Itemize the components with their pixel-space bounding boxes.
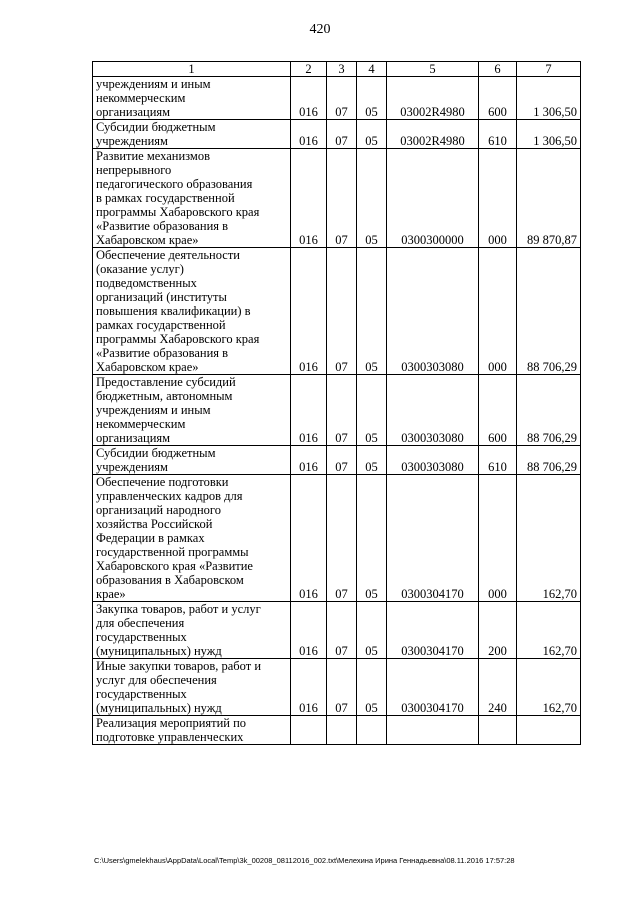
col-header-3: 3 [327,62,357,77]
row-name-line: (муниципальных) нужд [96,644,222,658]
expense-type: 000 [479,149,517,248]
subsection-code [357,716,387,745]
table-row [93,120,581,149]
row-name-line: Реализация мероприятий по [96,716,247,730]
table-row [93,602,581,659]
row-name-line: (муниципальных) нужд [96,701,222,715]
row-name [93,248,291,375]
subsection-code: 05 [357,475,387,602]
row-name-line: услуг для обеспечения [96,673,217,687]
target-article: 0300303080 [387,375,479,446]
target-article: 0300303080 [387,248,479,375]
target-article: 03002R4980 [387,120,479,149]
row-name-line: «Развитие образования в [96,219,229,233]
row-name-line: некоммерческим [96,91,186,105]
row-name-line: (оказание услуг) [96,262,184,276]
row-name-line: учреждениям [96,134,168,148]
row-name-line: Обеспечение деятельности [96,248,241,262]
subsection-code: 05 [357,446,387,475]
expense-type: 610 [479,446,517,475]
amount: 162,70 [517,602,581,659]
row-name-line: подготовке управленческих [96,730,244,744]
row-name-line: организаций народного [96,503,221,517]
subsection-code: 05 [357,149,387,248]
row-name-line: Обеспечение подготовки [96,475,229,489]
row-name-line: некоммерческим [96,417,186,431]
row-name-line: «Развитие образования в [96,346,229,360]
target-article: 03002R4980 [387,77,479,120]
table-row [93,77,581,120]
section-code: 07 [327,446,357,475]
row-name-line: Предоставление субсидий [96,375,236,389]
row-name-line: управленческих кадров для [96,489,243,503]
subsection-code: 05 [357,77,387,120]
table-row [93,149,581,248]
ministry-code: 016 [291,659,327,716]
section-code: 07 [327,120,357,149]
row-name-line: учреждениям [96,460,168,474]
row-name-line: государственных [96,630,187,644]
table-row [93,716,581,745]
row-name [93,149,291,248]
row-name-line: в рамках государственной [96,191,235,205]
amount: 88 706,29 [517,375,581,446]
section-code: 07 [327,659,357,716]
row-name-line: педагогического образования [96,177,253,191]
row-name [93,475,291,602]
row-name-line: бюджетным, автономным [96,389,233,403]
expense-type: 000 [479,248,517,375]
row-name-line: Хабаровском крае» [96,360,199,374]
row-name-line: подведомственных [96,276,197,290]
table-body [93,77,581,745]
row-name-line: Субсидии бюджетным [96,120,216,134]
ministry-code: 016 [291,120,327,149]
section-code: 07 [327,149,357,248]
expense-type: 000 [479,475,517,602]
row-name-line: образования в Хабаровском [96,573,244,587]
col-header-4: 4 [357,62,387,77]
target-article: 0300304170 [387,659,479,716]
ministry-code: 016 [291,375,327,446]
row-name-line: рамках государственной [96,318,226,332]
ministry-code: 016 [291,77,327,120]
col-header-1: 1 [93,62,291,77]
row-name [93,716,291,745]
ministry-code: 016 [291,602,327,659]
amount: 88 706,29 [517,248,581,375]
amount: 162,70 [517,659,581,716]
ministry-code: 016 [291,446,327,475]
section-code: 07 [327,375,357,446]
row-name-line: Хабаровского края «Развитие [96,559,253,573]
ministry-code: 016 [291,149,327,248]
row-name-line: государственных [96,687,187,701]
row-name-line: для обеспечения [96,616,185,630]
amount [517,716,581,745]
row-name [93,375,291,446]
expense-type: 610 [479,120,517,149]
row-name-line: хозяйства Российской [96,517,213,531]
amount: 88 706,29 [517,446,581,475]
row-name-line: Субсидии бюджетным [96,446,216,460]
subsection-code: 05 [357,659,387,716]
row-name [93,659,291,716]
row-name-line: Закупка товаров, работ и услуг [96,602,261,616]
expense-type: 600 [479,77,517,120]
row-name [93,602,291,659]
target-article: 0300303080 [387,446,479,475]
table-row [93,248,581,375]
subsection-code: 05 [357,602,387,659]
section-code [327,716,357,745]
row-name-line: программы Хабаровского края [96,205,260,219]
row-name [93,120,291,149]
subsection-code: 05 [357,375,387,446]
amount: 1 306,50 [517,120,581,149]
row-name-line: учреждениям и иным [96,77,211,91]
expense-type: 600 [479,375,517,446]
col-header-5: 5 [387,62,479,77]
row-name-line: организациям [96,105,171,119]
amount: 89 870,87 [517,149,581,248]
header-row [93,62,581,77]
table-row [93,475,581,602]
row-name-line: государственной программы [96,545,249,559]
expense-type: 240 [479,659,517,716]
target-article [387,716,479,745]
table-row [93,375,581,446]
row-name-line: учреждениям и иным [96,403,211,417]
target-article: 0300300000 [387,149,479,248]
row-name-line: Иные закупки товаров, работ и [96,659,262,673]
section-code: 07 [327,602,357,659]
ministry-code: 016 [291,475,327,602]
subsection-code: 05 [357,248,387,375]
section-code: 07 [327,248,357,375]
row-name-line: повышения квалификации) в [96,304,251,318]
subsection-code: 05 [357,120,387,149]
budget-table [92,61,581,745]
table-row [93,446,581,475]
target-article: 0300304170 [387,475,479,602]
row-name-line: программы Хабаровского края [96,332,260,346]
expense-type: 200 [479,602,517,659]
section-code: 07 [327,77,357,120]
row-name [93,77,291,120]
row-name [93,446,291,475]
ministry-code: 016 [291,248,327,375]
ministry-code [291,716,327,745]
target-article: 0300304170 [387,602,479,659]
table-row [93,659,581,716]
row-name-line: Хабаровском крае» [96,233,199,247]
page-number: 420 [309,22,331,37]
col-header-7: 7 [517,62,581,77]
row-name-line: Федерации в рамках [96,531,205,545]
amount: 1 306,50 [517,77,581,120]
section-code: 07 [327,475,357,602]
row-name-line: организаций (институты [96,290,227,304]
col-header-6: 6 [479,62,517,77]
row-name-line: организациям [96,431,171,445]
expense-type [479,716,517,745]
row-name-line: непрерывного [96,163,172,177]
col-header-2: 2 [291,62,327,77]
row-name-line: Развитие механизмов [96,149,210,163]
footer-path: C:\Users\gmelekhaus\AppData\Local\Temp\3k_00208_08112016_002.txt\Мелехина Ирина Геннадьевна\08.11.2016 17:57:28 [94,856,515,865]
row-name-line: крае» [96,587,126,601]
amount: 162,70 [517,475,581,602]
